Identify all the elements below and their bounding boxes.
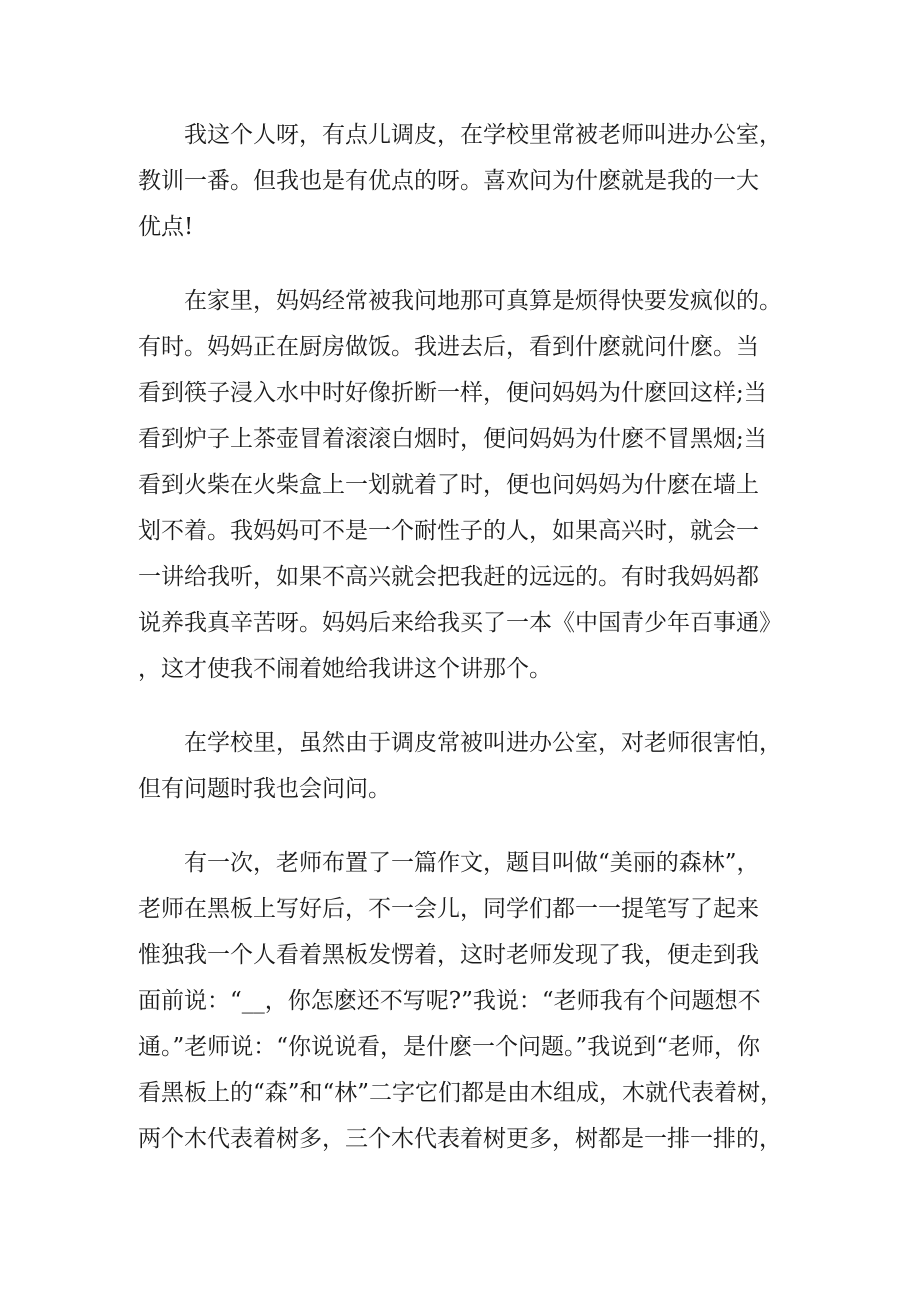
text-line: 教训一番。但我也是有优点的呀。喜欢问为什麽就是我的一大 xyxy=(138,168,759,194)
text-line: 看到炉子上茶壶冒着滚滚白烟时，便问妈妈为什麽不冒黑烟;当 xyxy=(138,426,767,452)
text-line: 但有问题时我也会问问。 xyxy=(138,776,391,802)
text-line: 有时。妈妈正在厨房做饭。我进去后，看到什麽就问什麽。当 xyxy=(138,334,759,360)
text-line: 通。”老师说：“你说说看，是什麽一个问题。”我说到“老师，你 xyxy=(138,1034,761,1060)
text-line: 有一次，老师布置了一篇作文，题目叫做“美丽的森林”， xyxy=(184,850,760,876)
text-line: 划不着。我妈妈可不是一个耐性子的人，如果高兴时，就会一 xyxy=(138,518,759,544)
paragraph-2 xyxy=(138,278,784,692)
text-line: 在家里，妈妈经常被我问地那可真算是烦得快要发疯似的。 xyxy=(184,288,782,314)
paragraph-4 xyxy=(138,840,784,1162)
text-line: 老师在黑板上写好后，不一会儿，同学们都一一提笔写了起来 xyxy=(138,896,759,922)
text-line: 一讲给我听，如果不高兴就会把我赶的远远的。有时我妈妈都 xyxy=(138,564,759,590)
document-body xyxy=(138,112,784,1190)
text-line: 说养我真辛苦呀。妈妈后来给我买了一本《中国青少年百事通》 xyxy=(138,610,782,636)
text-line: 看到筷子浸入水中时好像折断一样，便问妈妈为什麽回这样;当 xyxy=(138,380,767,406)
text-line: 优点! xyxy=(138,214,194,240)
text-line: 看黑板上的“森”和“林”二字它们都是由木组成，木就代表着树， xyxy=(138,1080,784,1106)
text-line: 面前说：“__，你怎麽还不写呢?”我说：“老师我有个问题想不 xyxy=(138,988,761,1014)
text-line: 惟独我一个人看着黑板发愣着，这时老师发现了我，便走到我 xyxy=(138,942,759,968)
text-line: 两个木代表着树多，三个木代表着树更多，树都是一排一排的， xyxy=(138,1126,782,1152)
paragraph-1 xyxy=(138,112,784,250)
paragraph-3 xyxy=(138,720,784,812)
text-line: 在学校里，虽然由于调皮常被叫进办公室，对老师很害怕， xyxy=(184,730,782,756)
text-line: 看到火柴在火柴盒上一划就着了时，便也问妈妈为什麽在墙上 xyxy=(138,472,759,498)
text-line: 我这个人呀，有点儿调皮，在学校里常被老师叫进办公室， xyxy=(184,122,782,148)
text-line: ，这才使我不闹着她给我讲这个讲那个。 xyxy=(138,656,552,682)
